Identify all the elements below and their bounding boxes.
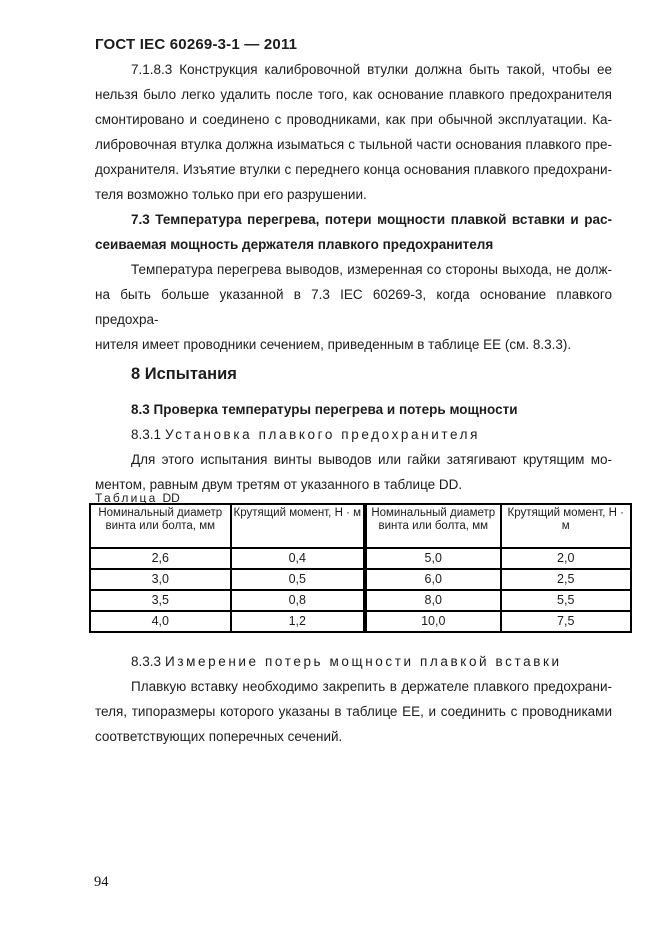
table-cell: 3,5 bbox=[90, 590, 231, 611]
text-line: Для этого испытания винты выводов или гайки затягивают крутящим мо- bbox=[131, 452, 612, 467]
text-line: нителя имеет проводники сечением, приведенным в таблице ЕЕ (см. 8.3.3). bbox=[95, 337, 572, 352]
text-line: на быть больше указанной в 7.3 IEC 60269-3, когда основание плавкого предохра- bbox=[95, 287, 612, 327]
heading-7-3 bbox=[95, 207, 612, 257]
text-line: дохранителя. Изъятие втулки с переднего конца основания плавкого предохрани- bbox=[95, 162, 612, 177]
table-dd-label-word: Таблица bbox=[95, 491, 158, 505]
heading-8-3-3-title: Измерение потерь мощности плавкой вставки bbox=[165, 654, 562, 669]
text-line: ментом, равным двум третям от указанного в таблице DD. bbox=[95, 477, 463, 492]
text-line: теля возможно только при его разрушении. bbox=[95, 187, 367, 202]
text-line: Плавкую вставку необходимо закрепить в держателе плавкого предохрани- bbox=[131, 679, 612, 694]
text-line: соответствующих поперечных сечений. bbox=[95, 729, 343, 744]
table-cell: 5,5 bbox=[501, 590, 632, 611]
table-cell: 3,0 bbox=[90, 569, 231, 590]
table-dd-body bbox=[90, 548, 631, 632]
text-line: нельзя было легко удалить после того, как основание плавкого предохранителя bbox=[95, 87, 612, 102]
table-header-cell: Номинальный диаметр винта или болта, мм bbox=[90, 504, 231, 548]
heading-8-3-1 bbox=[95, 422, 612, 447]
table-row bbox=[90, 590, 631, 611]
text-line: либровочная втулка должна изыматься с тыльной части основания плавкого пре- bbox=[95, 137, 612, 152]
paragraph-8-3-1 bbox=[95, 447, 612, 497]
heading-8-3-3 bbox=[95, 649, 612, 674]
document-header: ГОСТ IEC 60269-3-1 — 2011 bbox=[95, 36, 298, 53]
table-cell: 10,0 bbox=[365, 611, 501, 632]
paragraph-7-1-8-3 bbox=[95, 57, 612, 207]
table-cell: 2,6 bbox=[90, 548, 231, 569]
table-cell: 5,0 bbox=[365, 548, 501, 569]
table-cell: 0,4 bbox=[231, 548, 365, 569]
table-cell: 4,0 bbox=[90, 611, 231, 632]
table-cell: 2,5 bbox=[501, 569, 632, 590]
table-header-cell: Крутящий момент, Н · м bbox=[231, 504, 365, 548]
table-dd-head bbox=[90, 504, 631, 548]
table-cell: 1,2 bbox=[231, 611, 365, 632]
heading-8: 8 Испытания bbox=[131, 365, 237, 383]
heading-8-3-1-title: Установка плавкого предохранителя bbox=[165, 427, 481, 442]
text-column bbox=[95, 57, 624, 749]
table-cell: 2,0 bbox=[501, 548, 632, 569]
table-cell: 8,0 bbox=[365, 590, 501, 611]
table-row bbox=[90, 611, 631, 632]
table-header-cell: Номинальный диаметр винта или болта, мм bbox=[365, 504, 501, 548]
table-dd bbox=[89, 503, 632, 633]
table-cell: 0,8 bbox=[231, 590, 365, 611]
paragraph-7-3 bbox=[95, 257, 612, 357]
table-cell: 7,5 bbox=[501, 611, 632, 632]
heading-8-3-3-number: 8.3.3 bbox=[131, 654, 162, 669]
text-line: 7.1.8.3 Конструкция калибровочной втулки должна быть такой, чтобы ее bbox=[131, 62, 612, 77]
page-number: 94 bbox=[94, 874, 109, 890]
text-line: Температура перегрева выводов, измеренная со стороны выхода, не долж- bbox=[131, 262, 612, 277]
text-line: 7.3 Температура перегрева, потери мощности плавкой вставки и рас- bbox=[131, 212, 612, 227]
text-line: сеиваемая мощность держателя плавкого предохранителя bbox=[95, 237, 494, 252]
table-header-cell: Крутящий момент, Н · м bbox=[501, 504, 632, 548]
heading-8-3-1-number: 8.3.1 bbox=[131, 427, 162, 442]
paragraph-8-3-3 bbox=[95, 674, 612, 749]
table-dd-label-id: DD bbox=[162, 491, 180, 505]
heading-8-3: 8.3 Проверка температуры перегрева и потерь мощности bbox=[131, 402, 518, 417]
table-dd-header-row bbox=[90, 504, 631, 548]
table-cell: 6,0 bbox=[365, 569, 501, 590]
table-cell: 0,5 bbox=[231, 569, 365, 590]
text-line: теля, типоразмеры которого указаны в таблице ЕЕ, и соединить с проводниками bbox=[95, 704, 612, 719]
table-row bbox=[90, 569, 631, 590]
text-line: смонтировано и соединено с проводниками, как при обычной эксплуатации. Ка- bbox=[95, 112, 612, 127]
table-row bbox=[90, 548, 631, 569]
